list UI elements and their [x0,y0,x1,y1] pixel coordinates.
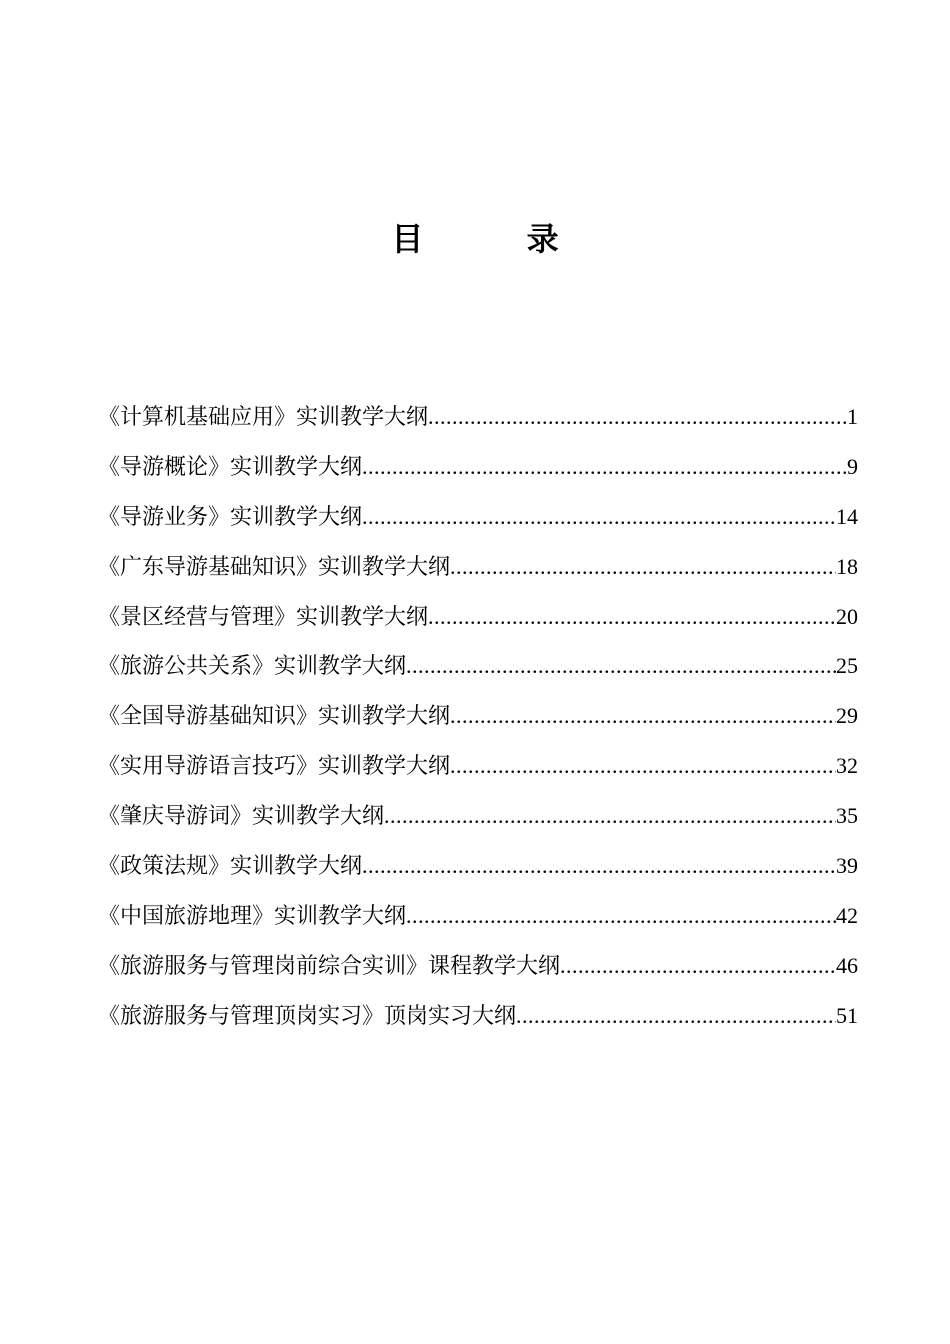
toc-entry[interactable] [98,841,858,891]
toc-entry-title: 《全国导游基础知识》实训教学大纲 [98,704,451,730]
toc-page-number: 32 [836,753,858,779]
toc-title: 目 录 [391,220,605,258]
toc-dot-leader [560,941,836,991]
toc-entry-title: 《旅游公共关系》实训教学大纲 [98,654,407,680]
toc-page-number: 42 [836,902,858,928]
toc-entry[interactable] [98,542,858,592]
toc-entry[interactable] [98,392,858,442]
toc-entry-title: 《导游业务》实训教学大纲 [98,504,363,530]
toc-entry[interactable] [98,592,858,642]
toc-list [98,392,858,1041]
toc-dot-leader [516,991,836,1041]
toc-entry[interactable] [98,492,858,542]
toc-page-number: 14 [836,503,858,529]
toc-entry[interactable] [98,791,858,841]
toc-page-number: 18 [836,553,858,579]
toc-dot-leader [428,592,836,642]
toc-entry-title: 《导游概论》实训教学大纲 [98,454,363,480]
toc-dot-leader [362,841,836,891]
toc-dot-leader [428,392,847,442]
toc-entry[interactable] [98,442,858,492]
toc-entry-title: 《中国旅游地理》实训教学大纲 [98,903,407,929]
toc-dot-leader [450,691,836,741]
toc-entry-title: 《实用导游语言技巧》实训教学大纲 [98,754,451,780]
toc-entry[interactable] [98,941,858,991]
toc-dot-leader [450,542,836,592]
toc-dot-leader [362,442,847,492]
toc-entry-title: 《肇庆导游词》实训教学大纲 [98,804,385,830]
toc-entry-title: 《政策法规》实训教学大纲 [98,854,363,880]
toc-page-number: 51 [836,1002,858,1028]
toc-entry[interactable] [98,891,858,941]
toc-dot-leader [384,791,836,841]
toc-entry[interactable] [98,991,858,1041]
toc-page-number: 39 [836,853,858,879]
toc-page-number: 20 [836,603,858,629]
toc-entry-title: 《旅游服务与管理顶岗实习》顶岗实习大纲 [98,1003,517,1029]
toc-dot-leader [450,741,836,791]
toc-entry[interactable] [98,691,858,741]
toc-entry[interactable] [98,641,858,691]
toc-page-number: 1 [847,404,858,429]
toc-entry-title: 《景区经营与管理》实训教学大纲 [98,604,429,630]
toc-dot-leader [406,641,836,691]
toc-entry-title: 《计算机基础应用》实训教学大纲 [98,405,429,430]
toc-entry-title: 《旅游服务与管理岗前综合实训》课程教学大纲 [98,953,561,979]
toc-dot-leader [362,492,836,542]
toc-entry[interactable] [98,741,858,791]
toc-entry-title: 《广东导游基础知识》实训教学大纲 [98,554,451,580]
toc-page-number: 29 [836,703,858,729]
toc-page-number: 46 [836,952,858,978]
toc-page-number: 25 [836,653,858,679]
toc-dot-leader [406,891,836,941]
toc-page-number: 9 [847,453,858,479]
toc-page-number: 35 [836,803,858,829]
